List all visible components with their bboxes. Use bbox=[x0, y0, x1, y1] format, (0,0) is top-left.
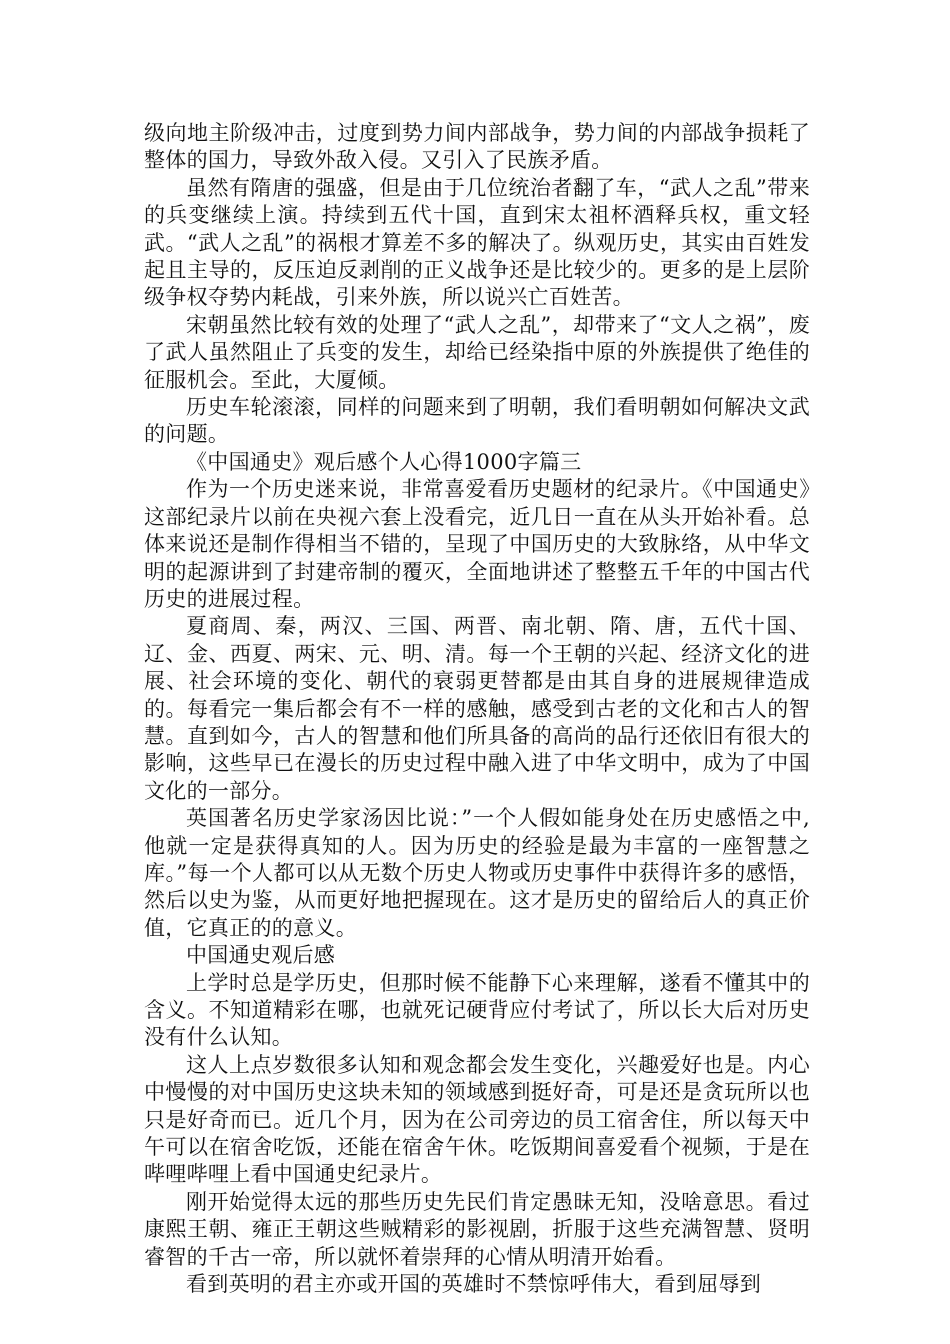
paragraph: 作为一个历史迷来说，非常喜爱看历史题材的纪录片。《中国通史》这部纪录片以前在央视六套上没看完，近几日一直在从头开始补看。总体来说还是制作得相当不错的，呈现了中国历史的大致脉络，从中华文明的起源讲到了封建帝制的覆灭，全面地讲述了整整五千年的中国古代历史的进展过程。 bbox=[144, 477, 810, 611]
paragraph: 看到英明的君主亦或开国的英雄时不禁惊呼伟大，看到屈辱到 bbox=[186, 1272, 762, 1297]
paragraph: 历史车轮滚滚，同样的问题来到了明朝，我们看明朝如何解决文武的问题。 bbox=[144, 395, 810, 447]
paragraph: 刚开始觉得太远的那些历史先民们肯定愚昧无知，没啥意思。看过康熙王朝、雍正王朝这些贼精彩的影视剧，折服于这些充满智慧、贤明睿智的千古一帝，所以就怀着崇拜的心情从明清开始看。 bbox=[144, 1189, 810, 1269]
paragraph: 上学时总是学历史，但那时候不能静下心来理解，遂看不懂其中的含义。不知道精彩在哪，也就死记硬背应付考试了，所以长大后对历史没有什么认知。 bbox=[144, 970, 810, 1050]
section-heading: 中国通史观后感 bbox=[186, 943, 336, 968]
paragraph: 宋朝虽然比较有效的处理了“武人之乱”，却带来了“文人之祸”，废了武人虽然阻止了兵变的发生，却给已经染指中原的外族提供了绝佳的征服机会。至此，大厦倾。 bbox=[144, 312, 810, 392]
paragraph: 夏商周、秦，两汉、三国、两晋、南北朝、隋、唐，五代十国、辽、金、西夏、两宋、元、明、清。每一个王朝的兴起、经济文化的进展、社会环境的变化、朝代的衰弱更替都是由其自身的进展规律造成的。每看完一集后都会有不一样的感触，感受到古老的文化和古人的智慧。直到如今，古人的智慧和他们所具备的高尚的品行还依旧有很大的影响，这些早已在漫长的历史过程中融入进了中华文明中，成为了中国文化的一部分。 bbox=[144, 614, 810, 803]
paragraph: 这人上点岁数很多认知和观念都会发生变化，兴趣爱好也是。内心中慢慢的对中国历史这块未知的领域感到挺好奇，可是还是贪玩所以也只是好奇而已。近几个月，因为在公司旁边的员工宿舍住，所以每天中午可以在宿舍吃饭，还能在宿舍午休。吃饭期间喜爱看个视频，于是在哔哩哔哩上看中国通史纪录片。 bbox=[144, 1052, 810, 1187]
paragraph: 英国著名历史学家汤因比说：”一个人假如能身处在历史感悟之中,他就一定是获得真知的人。因为历史的经验是最为丰富的一座智慧之库。”每一个人都可以从无数个历史人物或历史事件中获得许多的感悟，然后以史为鉴，从而更好地把握现在。这才是历史的留给后人的真正价值，它真正的的意义。 bbox=[144, 806, 810, 940]
section-heading: 《中国通史》观后感个人心得1000字篇三 bbox=[186, 449, 582, 474]
document-page bbox=[144, 120, 810, 1298]
paragraph-continued: 级向地主阶级冲击，过度到势力间内部战争，势力间的内部战争损耗了整体的国力，导致外敌入侵。又引入了民族矛盾。 bbox=[144, 121, 810, 173]
paragraph: 虽然有隋唐的强盛，但是由于几位统治者翻了车，“武人之乱”带来的兵变继续上演。持续到五代十国，直到宋太祖杯酒释兵权，重文轻武。“武人之乱”的祸根才算差不多的解决了。纵观历史，其实由百姓发起且主导的，反压迫反剥削的正义战争还是比较少的。更多的是上层阶级争权夺势内耗战，引来外族，所以说兴亡百姓苦。 bbox=[144, 175, 810, 310]
